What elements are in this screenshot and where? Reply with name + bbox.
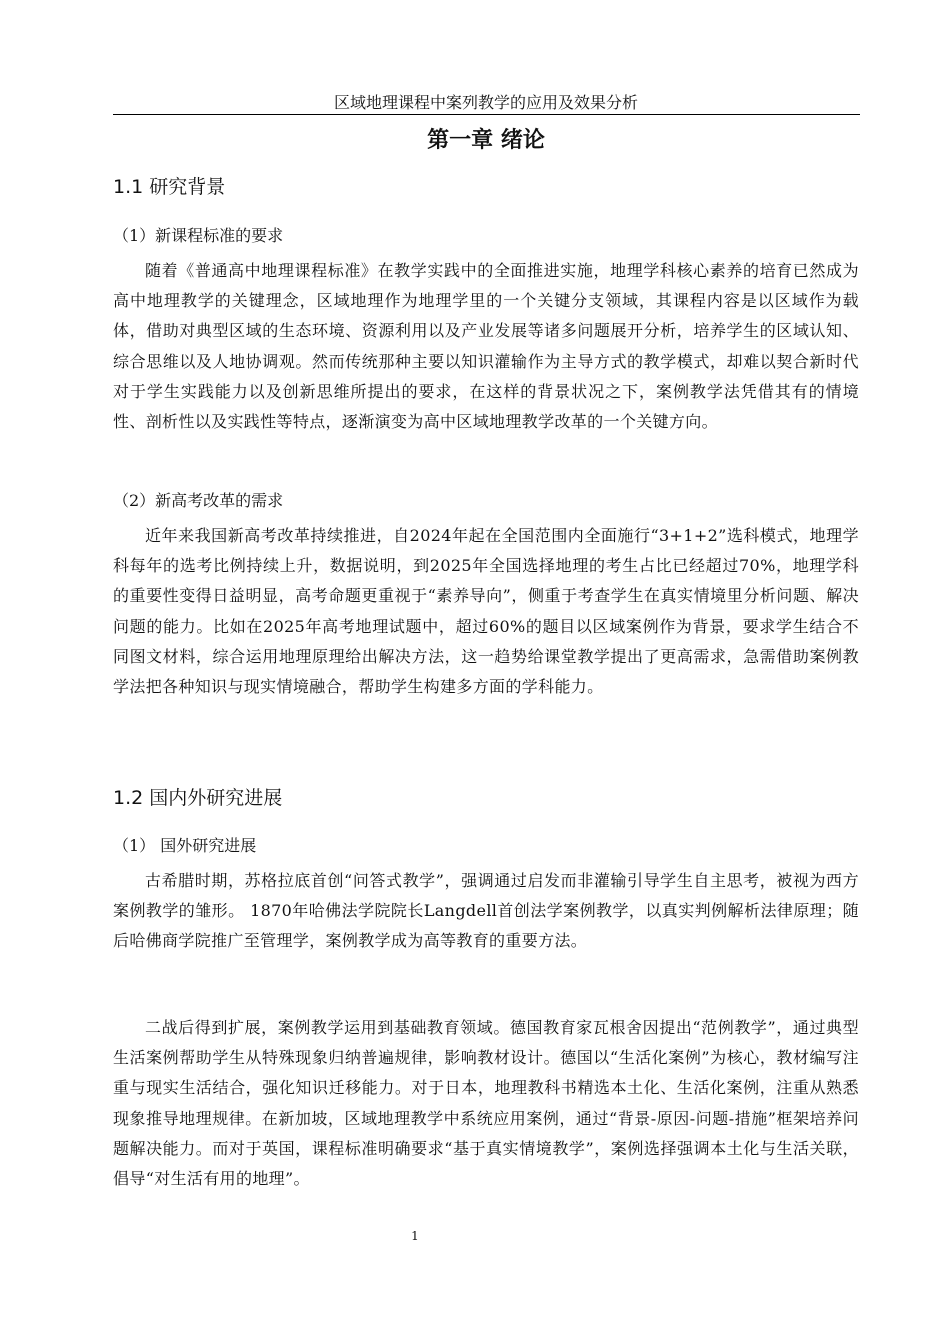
paragraph-exam-reform: 近年来我国新高考改革持续推进，自2024年起在全国范围内全面施行“3+1+2”选科模式，地理学科每年的选考比例持续上升，数据说明，到2025年全国选择地理的考生占比已经超过70%，地理学科的重要性变得日益明显，高考命题更重视于“素养导向”，侧重于考查学生在真实情境里分析问题、解决问题的能力。比如在2025年高考地理试题中，超过60%的题目以区域案例作为背景，要求学生结合不同图文材料，综合运用地理原理给出解决方法，这一趋势给课堂教学提出了更高需求，急需借助案例教学法把各种知识与现实情境融合，帮助学生构建多方面的学科能力。 <box>113 526 859 697</box>
header-rule <box>113 114 860 115</box>
subsection-heading-standards: （1）新课程标准的要求 <box>113 226 284 245</box>
subsection-heading-foreign-research: （1） 国外研究进展 <box>113 836 257 855</box>
paragraph-expansion: 二战后得到扩展，案例教学运用到基础教育领域。德国教育家瓦根舍因提出“范例教学”，通过典型生活案例帮助学生从特殊现象归纳普遍规律，影响教材设计。德国以“生活化案例”为核心，教材编写注重与现实生活结合，强化知识迁移能力。对于日本，地理教科书精选本土化、生活化案例，注重从熟悉现象推导地理规律。在新加坡，区域地理教学中系统应用案例，通过“背景-原因-问题-措施”框架培养问题解决能力。而对于英国，课程标准明确要求“基于真实情境教学”，案例选择强调本土化与生活关联，倡导“对生活有用的地理”。 <box>113 1018 859 1189</box>
page-number: 1 <box>411 1229 419 1243</box>
running-header: 区域地理课程中案列教学的应用及效果分析 <box>333 93 638 112</box>
paragraph-curriculum-standards: 随着《普通高中地理课程标准》在教学实践中的全面推进实施，地理学科核心素养的培育已然成为高中地理教学的关键理念，区域地理作为地理学里的一个关键分支领域，其课程内容是以区域作为载体，借助对典型区域的生态环境、资源利用以及产业发展等诸多问题展开分析，培养学生的区域认知、综合思维以及人地协调观。然而传统那种主要以知识灌输作为主导方式的教学模式，却难以契合新时代对于学生实践能力以及创新思维所提出的要求，在这样的背景状况之下，案例教学法凭借其有的情境性、剖析性以及实践性等特点，逐渐演变为高中区域地理教学改革的一个关键方向。 <box>113 261 859 432</box>
subsection-heading-exam-reform: （2）新高考改革的需求 <box>113 491 284 510</box>
paragraph-origins: 古希腊时期，苏格拉底首创“问答式教学”，强调通过启发而非灌输引导学生自主思考，被视为西方案例教学的雏形。 1870年哈佛法学院院长Langdell首创法学案例教学，以真实判例解析法律原理；随后哈佛商学院推广至管理学，案例教学成为高等教育的重要方法。 <box>113 871 859 951</box>
section-heading-1-2: 1.2 国内外研究进展 <box>113 787 283 809</box>
section-heading-1-1: 1.1 研究背景 <box>113 176 226 198</box>
chapter-title: 第一章 绪论 <box>427 128 545 153</box>
